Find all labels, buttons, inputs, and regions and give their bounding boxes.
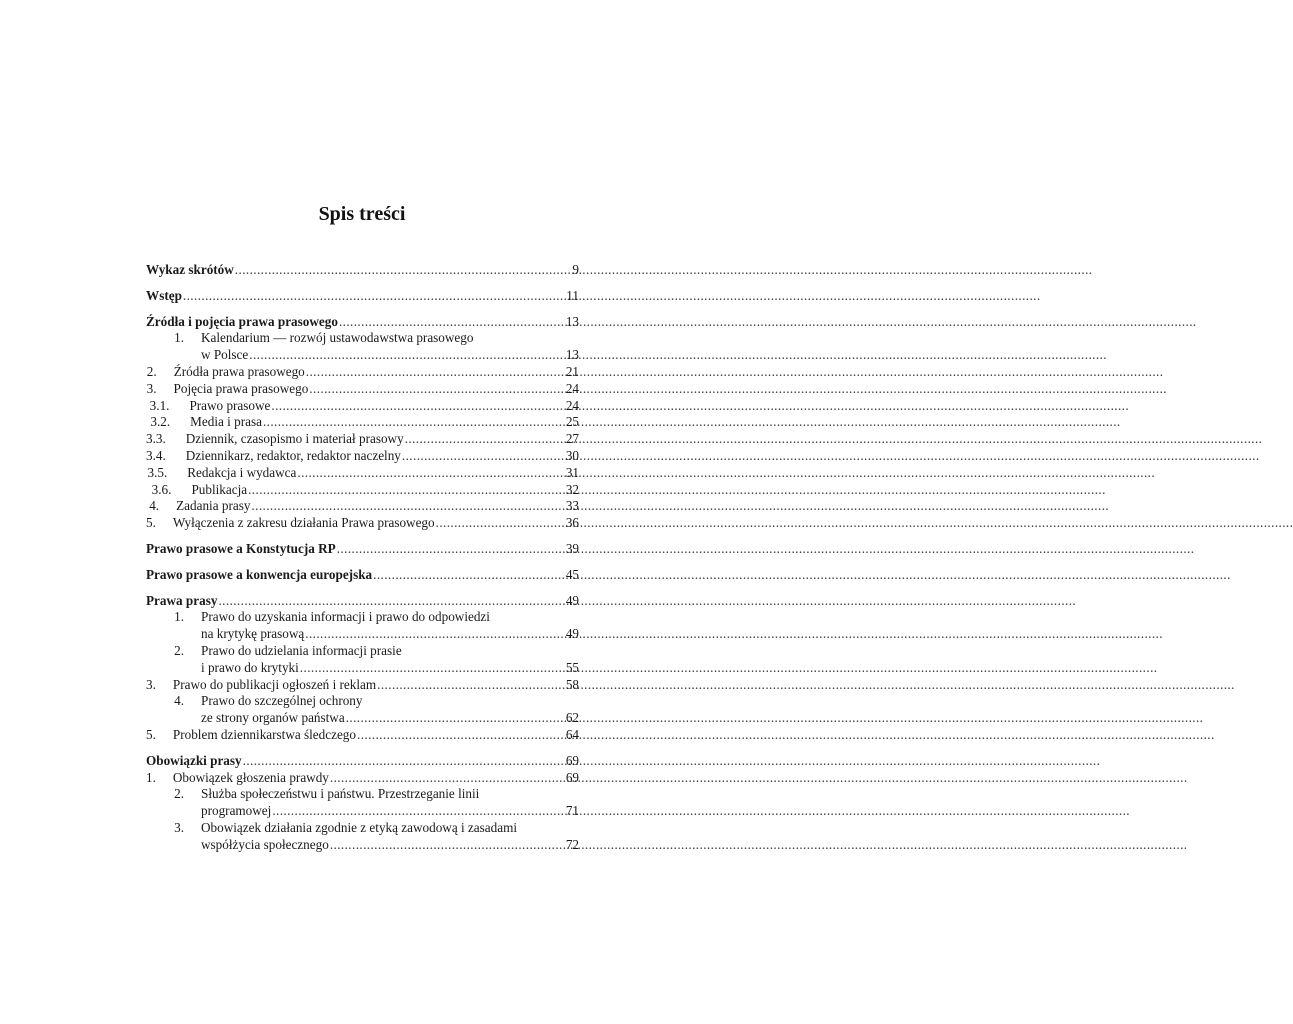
toc-subsection [146,727,579,744]
toc-entry-page: 24 [565,380,579,396]
toc-section [146,567,579,584]
toc-entry-number: 3.4. [146,447,166,463]
toc-subsection [146,770,579,787]
toc-entry-number: 3. [174,819,184,835]
dot-leader [357,727,547,744]
toc-entry-page: 62 [565,710,579,726]
table-of-contents [146,262,579,854]
dot-leader [235,262,547,279]
toc-subsection [146,515,579,532]
dot-leader [402,448,547,465]
toc-subsection [146,786,579,803]
dot-leader [405,431,547,448]
toc-entry-title: Zadania prasy [176,498,251,514]
dot-leader [309,381,547,398]
toc-entry-title: Problem dziennikarstwa śledczego [172,726,356,742]
toc-entry-page: 49 [565,592,579,608]
toc-entry-number: 3.5. [147,464,168,480]
toc-entry-page: 31 [565,464,579,480]
toc-entry-page: 36 [565,515,579,531]
dot-leader [377,677,547,694]
toc-entry-title: Prawo prasowe a Konstytucja RP [146,540,336,556]
toc-entry-page: 69 [565,752,579,768]
toc-entry-number: 3.1. [149,397,170,413]
toc-entry-title: Publikacja [191,481,248,497]
toc-entry-page: 13 [565,347,579,363]
toc-entry-number: 1. [146,769,156,785]
toc-entry-number: 2. [174,786,184,802]
toc-subsection-continuation [146,626,579,643]
toc-entry-number: 3. [146,676,156,692]
toc-entry-page: 71 [565,803,579,819]
toc-entry-page: 58 [565,676,579,692]
dot-leader [263,414,547,431]
toc-entry-title: Wstęp [146,287,182,303]
toc-section [146,541,579,558]
toc-subsubsection [146,431,579,448]
dot-leader [272,803,547,820]
toc-entry-title: Prawo prasowe [189,397,271,413]
toc-entry-title: Prawa prasy [146,592,218,608]
section-gap [146,558,579,567]
toc-entry-title: Wykaz skrótów [146,262,234,277]
dot-leader [243,753,547,770]
toc-entry-page: 69 [565,769,579,785]
toc-section [146,753,579,770]
dot-leader [218,593,547,610]
toc-entry-title: w Polsce [201,347,249,363]
toc-entry-number: 5. [146,515,156,531]
dot-leader [436,515,547,532]
dot-leader [346,710,547,727]
toc-entry-page: 64 [565,726,579,742]
toc-entry-number: 2. [146,363,157,379]
dot-leader [271,398,547,415]
dot-leader [337,541,547,558]
toc-subsubsection [146,398,579,415]
toc-entry-title: współżycia społecznego [201,836,329,852]
toc-subsubsection [146,448,579,465]
toc-entry-number: 5. [146,726,156,742]
toc-entry-title: Obowiązek działania zgodnie z etyką zawodową i zasadami [201,819,517,835]
toc-section [146,262,579,279]
toc-entry-page: 39 [565,540,579,556]
toc-entry-title: i prawo do krytyki [201,659,299,675]
dot-leader [330,837,547,854]
dot-leader [300,660,547,677]
toc-entry-title: Prawo do udzielania informacji prasie [201,642,402,658]
toc-entry-title: Redakcja i wydawca [187,464,297,480]
toc-section [146,593,579,610]
toc-entry-page: 27 [565,431,579,447]
toc-subsection-continuation [146,837,579,854]
toc-entry-number: 1. [174,330,184,346]
dot-leader [183,288,547,305]
toc-entry-page: 13 [565,313,579,329]
dot-leader [306,364,547,381]
page-title: Spis treści [318,203,406,225]
toc-entry-title: programowej [201,803,272,819]
dot-leader [373,567,547,584]
toc-entry-page: 25 [565,414,579,430]
toc-subsubsection [146,414,579,431]
toc-entry-title: Obowiązki prasy [146,752,242,768]
toc-subsection-continuation [146,710,579,727]
toc-entry-number: 2. [174,642,184,658]
toc-entry-number: 1. [174,609,184,625]
toc-entry-number: 3.6. [151,481,172,497]
toc-entry-page: 49 [565,626,579,642]
toc-subsection [146,643,579,660]
toc-entry-page: 11 [566,287,579,303]
toc-entry-page: 55 [565,659,579,675]
toc-subsection [146,364,579,381]
section-gap [146,279,579,288]
toc-entry-page: 72 [565,836,579,852]
toc-entry-title: Prawo prasowe a konwencja europejska [146,566,373,582]
toc-subsection [146,498,579,515]
toc-subsection-continuation [146,347,579,364]
dot-leader [251,498,547,515]
toc-entry-page: 45 [565,566,579,582]
toc-subsection [146,693,579,710]
toc-subsection [146,609,579,626]
toc-entry-title: Prawo do uzyskania informacji i prawo do odpowiedzi [201,609,490,625]
toc-entry-number: 3. [146,380,157,396]
dot-leader [330,770,547,787]
dot-leader [249,347,547,364]
toc-subsubsection [146,465,579,482]
section-gap [146,305,579,314]
dot-leader [297,465,547,482]
toc-entry-title: ze strony organów państwa [201,710,345,726]
section-gap [146,584,579,593]
section-gap [146,532,579,541]
toc-subsection [146,381,579,398]
toc-subsection [146,330,579,347]
toc-entry-number: 3.2. [150,414,171,430]
section-gap [146,744,579,753]
toc-entry-title: Służba społeczeństwu i państwu. Przestrzeganie linii [201,786,480,802]
toc-entry-title: Źródła prawa prasowego [173,363,305,379]
toc-entry-page: 33 [565,498,579,514]
toc-section [146,314,579,331]
toc-entry-title: Wyłączenia z zakresu działania Prawa prasowego [172,515,435,531]
toc-subsection-continuation [146,660,579,677]
toc-entry-page: 32 [565,481,579,497]
dot-leader [248,482,547,499]
toc-section [146,288,579,305]
toc-entry-title: Źródła i pojęcia prawa prasowego [146,313,338,329]
toc-entry-number: 3.3. [146,431,166,447]
toc-entry-title: Kalendarium — rozwój ustawodawstwa prasowego [201,330,474,346]
toc-subsection-continuation [146,803,579,820]
toc-subsection [146,820,579,837]
dot-leader [305,626,547,643]
toc-entry-page: 9 [572,262,579,277]
toc-entry-title: Obowiązek głoszenia prawdy [172,769,329,785]
toc-entry-number: 4. [149,498,160,514]
toc-subsection [146,677,579,694]
toc-entry-title: Prawo do szczególnej ochrony [201,693,363,709]
toc-subsubsection [146,482,579,499]
toc-entry-title: Prawo do publikacji ogłoszeń i reklam [172,676,377,692]
toc-entry-page: 30 [565,447,579,463]
toc-entry-title: Dziennikarz, redaktor, redaktor naczelny [185,447,401,463]
toc-entry-title: Media i prasa [190,414,262,430]
toc-entry-number: 4. [174,693,184,709]
toc-entry-page: 24 [565,397,579,413]
toc-entry-title: na krytykę prasową [201,626,305,642]
toc-entry-title: Pojęcia prawa prasowego [173,380,309,396]
toc-entry-page: 21 [565,363,579,379]
dot-leader [339,314,547,331]
toc-entry-title: Dziennik, czasopismo i materiał prasowy [185,431,404,447]
